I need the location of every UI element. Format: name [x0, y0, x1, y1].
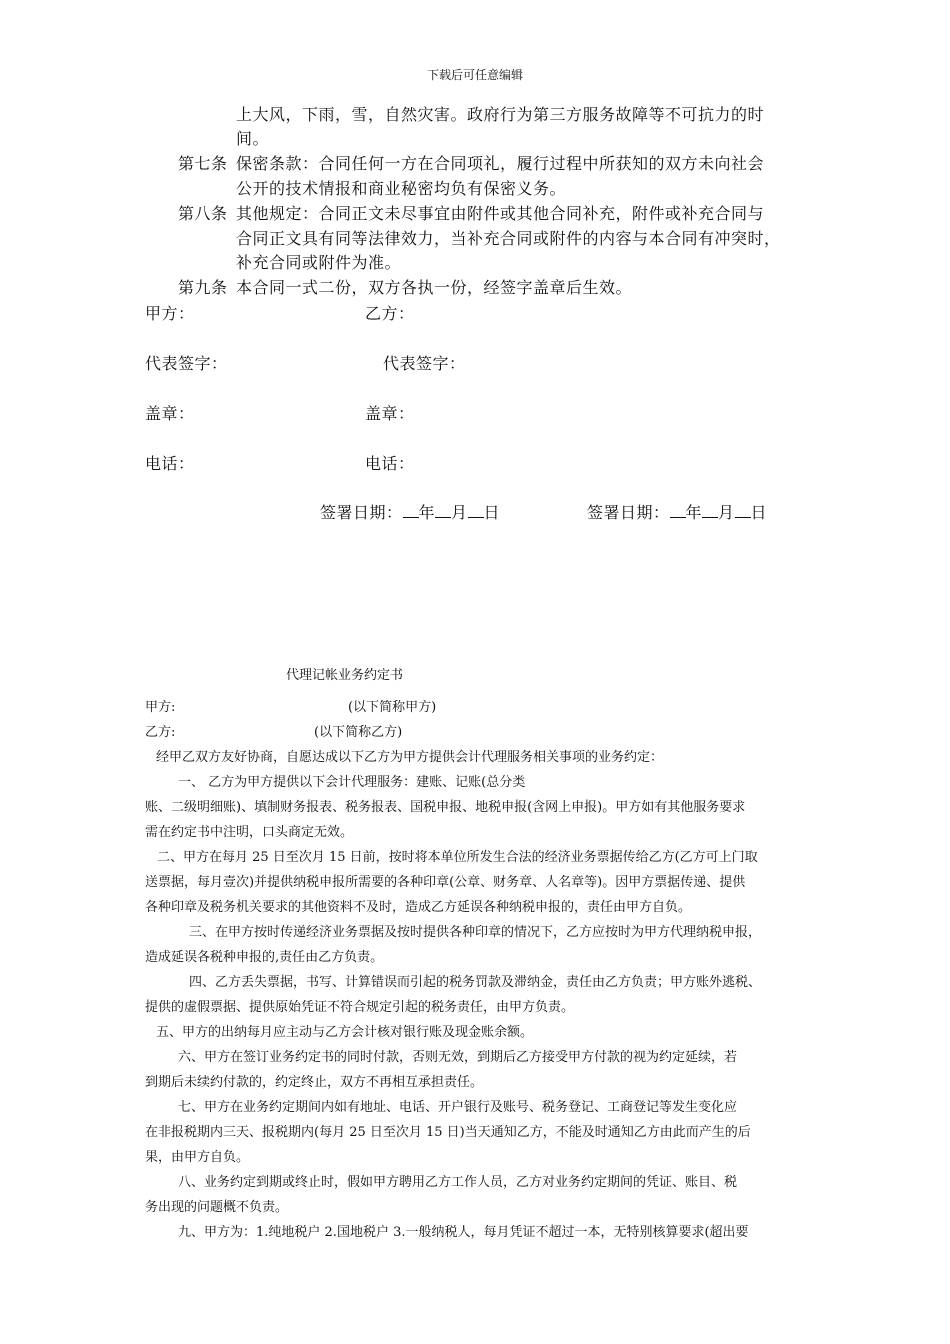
- date-blank: [735, 504, 751, 518]
- month-label: 月: [718, 503, 735, 522]
- agreement-party-a: 甲方:: [145, 700, 176, 715]
- seal-b-label: 盖章：: [365, 404, 415, 423]
- clause-1: 一、 乙方为甲方提供以下会计代理服务：建账、记账(总分类: [178, 775, 526, 790]
- sign-date-b: [587, 500, 767, 523]
- seal-a-label: 盖章：: [145, 404, 195, 423]
- clause-5: 五、甲方的出纳每月应主动与乙方会计核对银行账及现金账余额。: [156, 1025, 534, 1040]
- agreement-party-b-note: (以下简称乙方): [314, 725, 403, 740]
- date-blank: [403, 504, 419, 518]
- clause-1: 需在约定书中注明，口头商定无效。: [145, 825, 354, 840]
- phone-a-label: 电话：: [145, 454, 195, 473]
- header-note: 下载后可任意编辑: [426, 68, 523, 82]
- day-label: 日: [483, 503, 501, 522]
- article-7-text: 保密条款：合同任何一方在合同项礼，履行过程中所获知的双方未向社会: [236, 154, 765, 173]
- date-blank: [435, 504, 451, 518]
- force-majeure-line: 间。: [236, 129, 270, 148]
- article-8-label: 第八条: [178, 204, 228, 223]
- agreement-intro: 经甲乙双方友好协商，自愿达成以下乙方为甲方提供会计代理服务相关事项的业务约定：: [156, 750, 664, 765]
- article-9-text: 本合同一式二份，双方各执一份，经签字盖章后生效。: [236, 278, 633, 297]
- clause-1: 账、二级明细账)、填制财务报表、税务报表、国税申报、地税申报(含网上申报)。甲方如有其他服务要求: [145, 800, 746, 815]
- date-blank: [468, 504, 484, 518]
- article-7-text: 公开的技术情报和商业秘密均负有保密义务。: [236, 179, 567, 198]
- article-8-text: 其他规定：合同正文未尽事宜由附件或其他合同补充，附件或补充合同与: [236, 204, 765, 223]
- sign-date-a: [320, 500, 500, 523]
- clause-7: 在非报税期内三天、报税期内(每月 25 日至次月 15 日)当天通知乙方，不能及时通知乙方由此而产生的后: [145, 1125, 751, 1140]
- clause-4: 四、乙方丢失票据，书写、计算错误而引起的税务罚款及滞纳金，责任由乙方负责；甲方账外逃税、: [189, 975, 762, 990]
- rep-signature-a: 代表签字：: [145, 354, 228, 373]
- agreement-party-a-note: (以下简称甲方): [348, 700, 437, 715]
- article-7-label: 第七条: [178, 154, 228, 173]
- year-label: 年: [418, 503, 436, 522]
- day-label: 日: [750, 503, 768, 522]
- agreement-party-b: 乙方:: [145, 725, 176, 740]
- clause-7: 果，由甲方自负。: [145, 1150, 250, 1165]
- clause-2: 各种印章及税务机关要求的其他资料不及时，造成乙方延误各种纳税申报的，责任由甲方自负。: [145, 900, 692, 915]
- party-b-label: 乙方：: [365, 304, 415, 323]
- year-label: 年: [685, 503, 703, 522]
- clause-4: 提供的虚假票据、提供原始凭证不符合规定引起的税务责任，由甲方负责。: [145, 1000, 575, 1015]
- clause-7: 七、甲方在业务约定期间内如有地址、电话、开户银行及账号、税务登记、工商登记等发生变化应: [178, 1100, 738, 1115]
- clause-3: 造成延误各税种申报的,责任由乙方负责。: [145, 950, 384, 965]
- clause-6: 六、甲方在签订业务约定书的同时付款，否则无效，到期后乙方接受甲方付款的视为约定延续，若: [178, 1050, 738, 1065]
- date-blank: [702, 504, 718, 518]
- article-9-label: 第九条: [178, 278, 228, 297]
- sign-date-label: 签署日期：: [320, 503, 403, 522]
- clause-3: 三、在甲方按时传递经济业务票据及按时提供各种印章的情况下，乙方应按时为甲方代理纳税申报，: [189, 925, 762, 940]
- sign-date-label: 签署日期：: [587, 503, 670, 522]
- phone-b-label: 电话：: [365, 454, 415, 473]
- rep-signature-b: 代表签字：: [383, 354, 466, 373]
- agreement-title: 代理记帐业务约定书: [286, 668, 404, 683]
- clause-8: 八、业务约定到期或终止时，假如甲方聘用乙方工作人员，乙方对业务约定期间的凭证、账目、税: [178, 1175, 738, 1190]
- article-8-text: 合同正文具有同等法律效力，当补充合同或附件的内容与本合同有冲突时，: [236, 229, 781, 248]
- month-label: 月: [451, 503, 468, 522]
- clause-8: 务出现的问题概不负责。: [145, 1200, 289, 1215]
- clause-2: 二、甲方在每月 25 日至次月 15 日前，按时将本单位所发生合法的经济业务票据传给乙方(乙方可上门取: [157, 850, 758, 865]
- clause-9: 九、甲方为：1.纯地税户 2.国地税户 3.一般纳税人，每月凭证不超过一本，无特别核算要求(超出要: [178, 1225, 749, 1240]
- clause-2: 送票据，每月壹次)并提供纳税申报所需要的各种印章(公章、财务章、人名章等)。因甲方票据传递、提供: [145, 875, 746, 890]
- party-a-label: 甲方：: [145, 304, 195, 323]
- date-blank: [670, 504, 686, 518]
- clause-6: 到期后未续约付款的，约定终止，双方不再相互承担责任。: [145, 1075, 484, 1090]
- article-8-text: 补充合同或附件为准。: [236, 253, 402, 272]
- force-majeure-line: 上大风，下雨，雪，自然灾害。政府行为第三方服务故障等不可抗力的时: [236, 105, 765, 124]
